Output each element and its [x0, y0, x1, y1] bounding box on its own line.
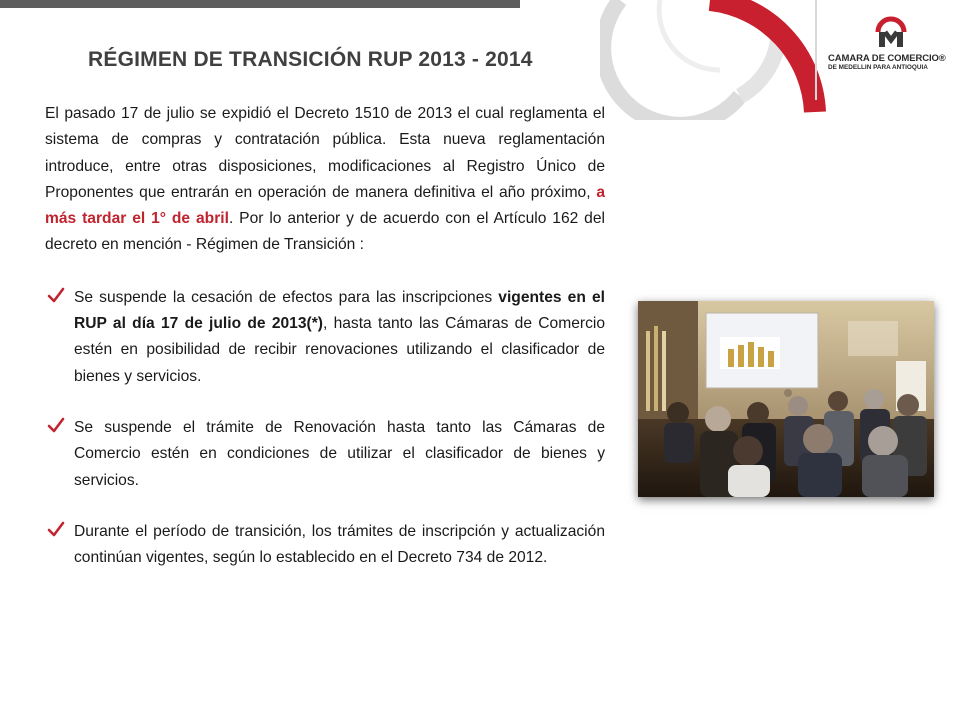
- transition-measures-list: [45, 285, 605, 572]
- list-item: Durante el período de transición, los trámites de inscripción y actualización continúan vigentes, según lo establecido en el Decreto 734 de 2012.: [45, 519, 605, 572]
- list-item: Se suspende el trámite de Renovación hasta tanto las Cámaras de Comercio estén en condiciones de utilizar el clasificador de bienes y servicios.: [45, 415, 605, 494]
- logo-name-line1: CAMARA DE COMERCIO®: [828, 53, 946, 64]
- audience-presentation-photo: [638, 301, 934, 497]
- logo-divider: [815, 0, 817, 100]
- intro-paragraph: El pasado 17 de julio se expidió el Decreto 1510 de 2013 el cual reglamenta el sistema de compras y contratación pública. Esta nueva reglamentación introduce, entre otras disposiciones, modificaciones al Registro Único de Proponentes que entrarán en operación de manera definitiva el año próximo, a más tardar el 1° de abril. Por lo anterior y de acuerdo con el Artículo 162 del decreto en mención - Régimen de Transición :: [45, 105, 605, 254]
- decorative-arcs: [600, 0, 830, 120]
- camara-comercio-logo: [828, 8, 954, 78]
- main-content: [45, 101, 605, 571]
- page-title: RÉGIMEN DE TRANSICIÓN RUP 2013 - 2014: [88, 48, 533, 71]
- photo-illustration: [638, 301, 934, 497]
- list-item: Se suspende la cesación de efectos para las inscripciones vigentes en el RUP al día 17 de julio de 2013(*), hasta tanto las Cámaras de Comercio estén en posibilidad de recibir renovaciones utilizando el clasificador de bienes y servicios.: [45, 285, 605, 390]
- top-accent-bar: [0, 0, 520, 8]
- checkmark-icon: [47, 416, 65, 434]
- checkmark-icon: [47, 286, 65, 304]
- checkmark-icon: [47, 520, 65, 538]
- logo-name-line2: DE MEDELLIN PARA ANTIOQUIA: [828, 64, 928, 71]
- deadline-highlight: a más tardar el 1° de abril: [45, 183, 605, 228]
- ccma-logo-mark-icon: [872, 12, 910, 50]
